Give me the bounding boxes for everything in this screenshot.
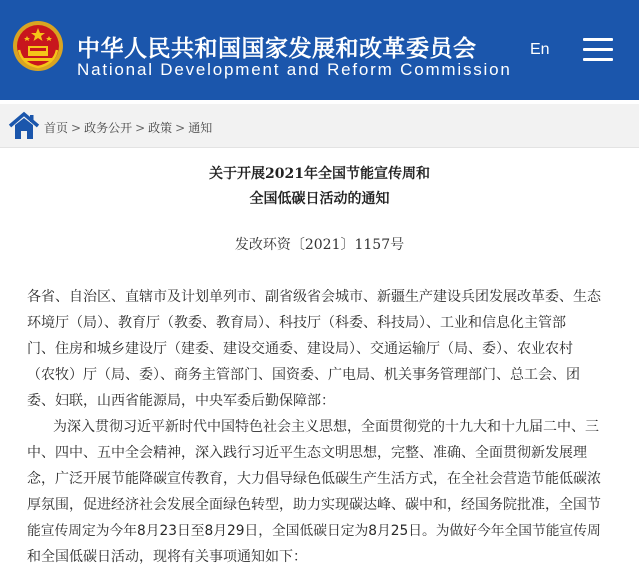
breadcrumb-separator: > bbox=[71, 121, 82, 135]
article-title-line-1: 关于开展2021年全国节能宣传周和 bbox=[209, 166, 430, 182]
body-line: 中、四中、五中全会精神，深入践行习近平生态文明思想，完整、准确、全面贯彻新发展理 bbox=[27, 445, 587, 461]
body-line: 念，广泛开展节能降碳宣传教育，大力倡导绿色低碳生产生活方式，在全社会营造节能低碳浓 bbox=[27, 471, 601, 487]
document-number: 发改环资〔2021〕1157号 bbox=[234, 237, 405, 253]
body-line: 为深入贯彻习近平新时代中国特色社会主义思想，全面贯彻党的十九大和十九届二中、三 bbox=[53, 419, 599, 435]
recipients-paragraph bbox=[27, 284, 607, 414]
site-header bbox=[0, 0, 639, 100]
breadcrumb-separator: > bbox=[175, 121, 186, 135]
national-emblem-icon[interactable] bbox=[12, 20, 64, 72]
body-paragraph bbox=[27, 414, 607, 570]
breadcrumb-policy[interactable]: 政策 bbox=[148, 121, 173, 135]
breadcrumb-separator: > bbox=[135, 121, 146, 135]
recipients-line: 门、住房和城乡建设厅（建委、建设交通委、建设局）、交通运输厅（局、委）、农业农村 bbox=[27, 341, 573, 357]
body-line: 和全国低碳日活动，现将有关事项通知如下： bbox=[27, 549, 307, 565]
home-icon[interactable] bbox=[8, 111, 40, 141]
recipients-line: 环境厅（局）、教育厅（教委、教育局）、科技厅（科委、科技局）、工业和信息化主管部 bbox=[27, 315, 566, 331]
hamburger-menu-icon[interactable] bbox=[583, 38, 613, 62]
article-title-line-2: 全国低碳日活动的通知 bbox=[249, 191, 390, 207]
breadcrumb-notice[interactable]: 通知 bbox=[188, 121, 213, 135]
recipients-line: 委、妇联，山西省能源局，中央军委后勤保障部： bbox=[27, 393, 335, 409]
body-line: 能宣传周定为今年8月23日至8月29日，全国低碳日定为8月25日。为做好今年全国节能宣传周 bbox=[27, 523, 601, 539]
breadcrumb-public-affairs[interactable]: 政务公开 bbox=[84, 121, 133, 135]
recipients-line: 各省、自治区、直辖市及计划单列市、副省级省会城市、新疆生产建设兵团发展改革委、生态 bbox=[27, 289, 601, 305]
breadcrumb-home[interactable]: 首页 bbox=[44, 121, 69, 135]
site-title-english[interactable]: National Development and Reform Commission bbox=[77, 60, 512, 79]
language-switch-link[interactable]: En bbox=[530, 41, 550, 58]
recipients-line: （农牧）厅（局、委）、商务主管部门、国资委、广电局、机关事务管理部门、总工会、团 bbox=[27, 367, 580, 383]
site-title-chinese[interactable]: 中华人民共和国国家发展和改革委员会 bbox=[77, 36, 477, 62]
breadcrumb bbox=[44, 119, 212, 136]
body-line: 厚氛围，促进经济社会发展全面绿色转型，助力实现碳达峰、碳中和，经国务院批准，全国节 bbox=[27, 497, 601, 513]
breadcrumb-bar bbox=[0, 104, 639, 148]
